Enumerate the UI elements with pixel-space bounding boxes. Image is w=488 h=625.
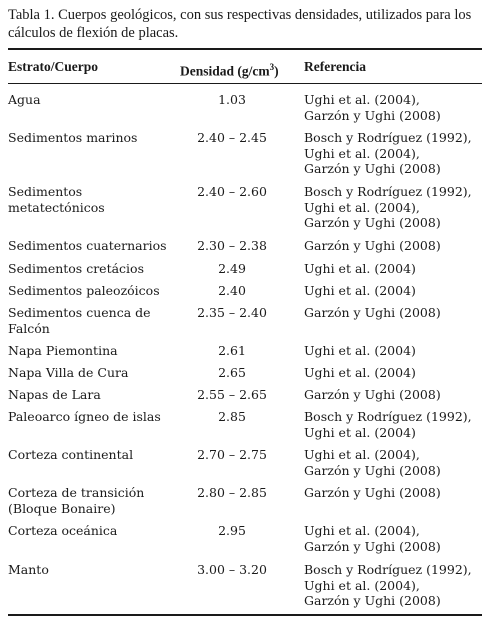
estrato-cell: Sedimentos cuenca de <box>8 305 151 320</box>
table-top-rule <box>8 48 482 50</box>
densidad-cell: 2.40 – 2.60 <box>197 184 267 199</box>
referencia-cell: Ughi et al. (2004), <box>304 145 420 161</box>
estrato-cell: Paleoarco ígneo de islas <box>8 409 161 424</box>
referencia-cell: Garzón y Ughi (2008) <box>304 462 441 478</box>
referencia-cell: Ughi et al. (2004), <box>304 523 420 538</box>
densidad-cell: 2.70 – 2.75 <box>197 447 267 462</box>
estrato-cell: Falcón <box>8 320 50 336</box>
header-densidad <box>180 59 279 80</box>
referencia-cell: Garzón y Ughi (2008) <box>304 238 441 253</box>
referencia-cell: Garzón y Ughi (2008) <box>304 485 441 500</box>
header-densidad-label: Densidad (g/cm <box>180 63 270 79</box>
estrato-cell: metatectónicos <box>8 199 105 215</box>
referencia-cell: Garzón y Ughi (2008) <box>304 107 441 123</box>
header-densidad-exponent: 3 <box>269 62 275 72</box>
referencia-cell: Ughi et al. (2004), <box>304 199 420 215</box>
referencia-cell: Ughi et al. (2004) <box>304 424 416 440</box>
referencia-cell: Garzón y Ughi (2008) <box>304 215 441 230</box>
estrato-cell: Sedimentos <box>8 184 83 199</box>
header-estrato: Estrato/Cuerpo <box>8 59 98 74</box>
referencia-cell: Garzón y Ughi (2008) <box>304 593 441 608</box>
estrato-cell: Manto <box>8 562 49 577</box>
referencia-cell: Ughi et al. (2004) <box>304 365 416 380</box>
estrato-cell: Corteza de transición <box>8 485 145 500</box>
referencia-cell: Bosch y Rodríguez (1992), <box>304 562 472 577</box>
table-caption: Tabla 1. Cuerpos geológicos, con sus respectivas densidades, utilizados para los cálculos de flexión de placas. <box>8 7 472 41</box>
table-bottom-rule <box>8 614 482 616</box>
densidad-cell: 2.35 – 2.40 <box>197 305 267 320</box>
referencia-cell: Ughi et al. (2004) <box>304 261 416 276</box>
estrato-cell: Napa Piemontina <box>8 343 118 358</box>
densidad-cell: 2.40 <box>218 283 246 298</box>
densidad-cell: 2.80 – 2.85 <box>197 485 267 500</box>
densidad-cell: 2.55 – 2.65 <box>197 387 267 402</box>
referencia-cell: Bosch y Rodríguez (1992), <box>304 184 472 199</box>
referencia-cell: Garzón y Ughi (2008) <box>304 387 441 402</box>
referencia-cell: Garzón y Ughi (2008) <box>304 538 441 554</box>
densidad-cell: 2.49 <box>218 261 246 276</box>
densidad-cell: 2.95 <box>218 523 246 538</box>
estrato-cell: Sedimentos cretácios <box>8 261 144 276</box>
estrato-cell: Corteza oceánica <box>8 523 118 538</box>
referencia-cell: Ughi et al. (2004) <box>304 283 416 298</box>
densidad-cell: 2.40 – 2.45 <box>197 130 267 145</box>
referencia-cell: Ughi et al. (2004), <box>304 577 420 593</box>
densidad-cell: 2.30 – 2.38 <box>197 238 267 253</box>
referencia-cell: Garzón y Ughi (2008) <box>304 161 441 176</box>
referencia-cell: Bosch y Rodríguez (1992), <box>304 409 472 424</box>
estrato-cell: Agua <box>8 92 41 107</box>
referencia-cell: Ughi et al. (2004) <box>304 343 416 358</box>
referencia-cell: Garzón y Ughi (2008) <box>304 305 441 320</box>
densidad-cell: 2.65 <box>218 365 246 380</box>
estrato-cell: Napa Villa de Cura <box>8 365 129 380</box>
referencia-cell: Bosch y Rodríguez (1992), <box>304 130 472 145</box>
header-densidad-close: ) <box>274 63 279 79</box>
estrato-cell: (Bloque Bonaire) <box>8 500 116 516</box>
referencia-cell: Ughi et al. (2004), <box>304 447 420 462</box>
densidad-cell: 3.00 – 3.20 <box>197 562 267 577</box>
densidad-cell: 1.03 <box>218 92 246 107</box>
densidad-cell: 2.61 <box>218 343 246 358</box>
estrato-cell: Sedimentos paleozóicos <box>8 283 160 298</box>
estrato-cell: Corteza continental <box>8 447 134 462</box>
estrato-cell: Sedimentos cuaternarios <box>8 238 167 253</box>
estrato-cell: Napas de Lara <box>8 387 101 402</box>
referencia-cell: Ughi et al. (2004), <box>304 92 420 107</box>
table-header-rule <box>8 83 482 84</box>
densidad-cell: 2.85 <box>218 409 246 424</box>
header-referencia: Referencia <box>304 59 366 74</box>
estrato-cell: Sedimentos marinos <box>8 130 138 145</box>
